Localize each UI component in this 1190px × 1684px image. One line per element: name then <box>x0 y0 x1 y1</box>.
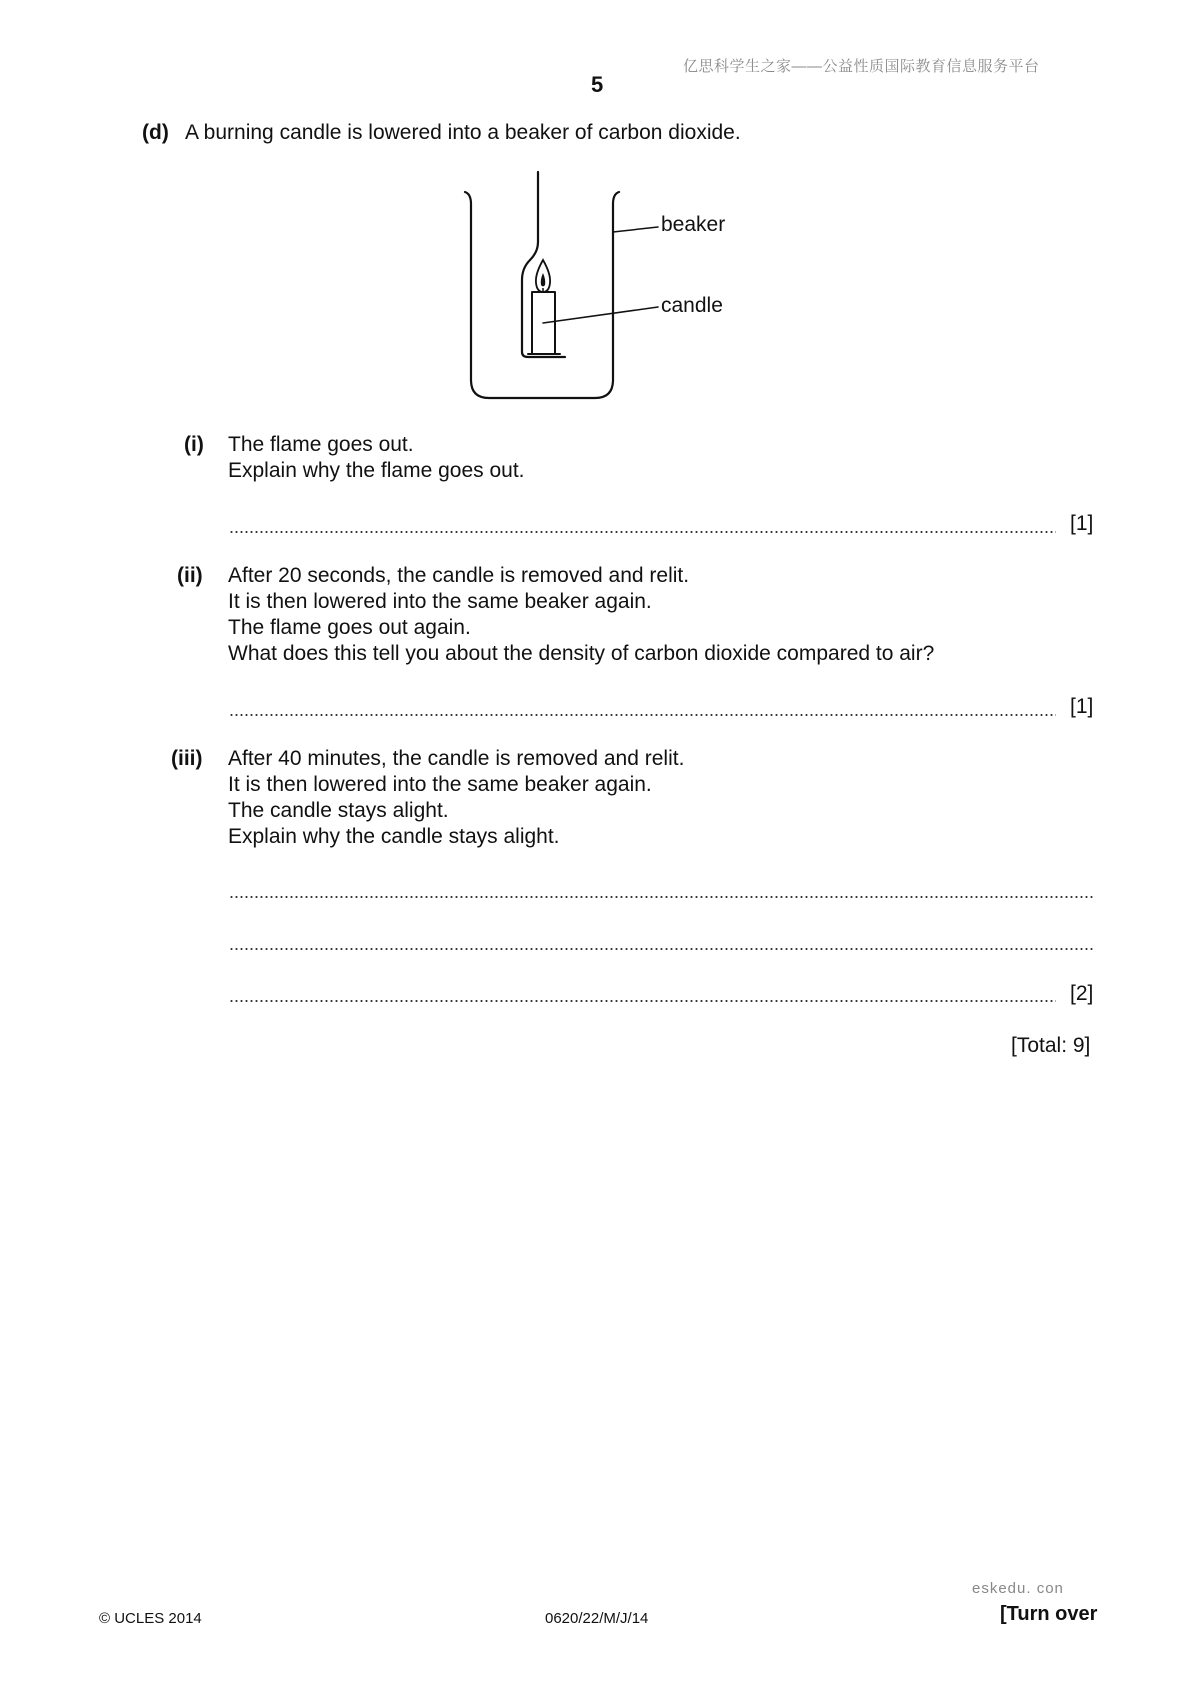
footer-paper-code: 0620/22/M/J/14 <box>545 1610 649 1627</box>
part-i-label: (i) <box>184 433 204 456</box>
candle-holder-rod <box>522 172 565 357</box>
beaker-outline <box>465 192 619 398</box>
marks-i: [1] <box>1070 512 1094 535</box>
part-ii-line-1: After 20 seconds, the candle is removed and relit. <box>228 564 690 587</box>
part-ii-line-2: It is then lowered into the same beaker again. <box>228 590 652 613</box>
part-iii-line-4: Explain why the candle stays alight. <box>228 825 560 848</box>
answer-line-ii[interactable] <box>229 714 1056 716</box>
question-label-d: (d) <box>142 121 169 144</box>
part-iii-label: (iii) <box>171 747 203 770</box>
footer-site-watermark: eskedu. con <box>972 1580 1064 1597</box>
part-ii-label: (ii) <box>177 564 203 587</box>
part-iii-line-2: It is then lowered into the same beaker again. <box>228 773 652 796</box>
answer-line-iii-2[interactable] <box>229 948 1095 950</box>
beaker-leader-line <box>613 227 658 232</box>
part-ii-line-3: The flame goes out again. <box>228 616 471 639</box>
page-number: 5 <box>591 72 604 97</box>
total-marks: [Total: 9] <box>1011 1034 1091 1057</box>
marks-ii: [1] <box>1070 695 1094 718</box>
part-ii-line-4: What does this tell you about the density of carbon dioxide compared to air? <box>228 642 935 665</box>
part-iii-line-1: After 40 minutes, the candle is removed and relit. <box>228 747 685 770</box>
watermark-text: 亿思科学生之家——公益性质国际教育信息服务平台 <box>683 58 1040 75</box>
answer-line-iii-1[interactable] <box>229 896 1095 898</box>
part-iii-line-3: The candle stays alight. <box>228 799 449 822</box>
part-i-line-2: Explain why the flame goes out. <box>228 459 525 482</box>
marks-iii: [2] <box>1070 982 1094 1005</box>
beaker-label: beaker <box>661 213 726 236</box>
part-i-line-1: The flame goes out. <box>228 433 414 456</box>
question-d-text: A burning candle is lowered into a beaker of carbon dioxide. <box>185 121 741 144</box>
footer-copyright: © UCLES 2014 <box>99 1610 202 1627</box>
beaker-candle-diagram <box>400 160 800 410</box>
answer-line-i[interactable] <box>229 531 1056 533</box>
candle-leader-line <box>543 307 658 323</box>
answer-line-iii-3[interactable] <box>229 1000 1056 1002</box>
turn-over-text: [Turn over <box>1000 1603 1098 1625</box>
candle-label: candle <box>661 294 723 317</box>
